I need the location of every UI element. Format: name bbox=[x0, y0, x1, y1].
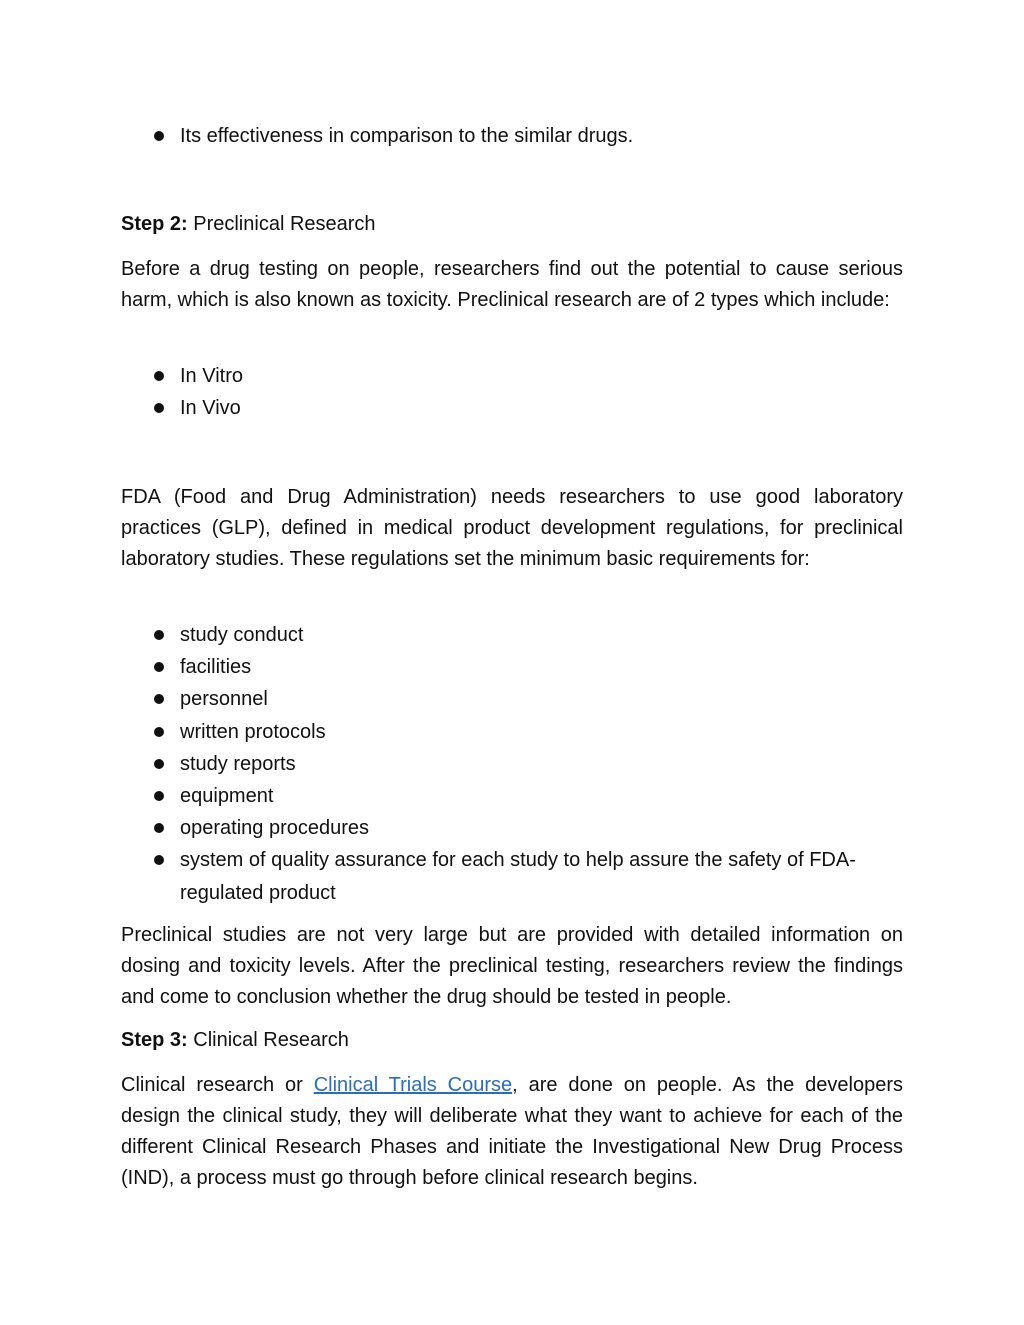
bullet-icon bbox=[154, 131, 164, 141]
list-item bbox=[121, 844, 903, 908]
bullet-icon bbox=[154, 823, 164, 833]
list-item bbox=[121, 683, 903, 715]
bullet-icon bbox=[154, 403, 164, 413]
list-item-text: In Vitro bbox=[180, 365, 243, 387]
closing-paragraph-container bbox=[121, 920, 903, 1013]
list-item bbox=[121, 651, 903, 683]
bullet-icon bbox=[154, 855, 164, 865]
list-item bbox=[121, 120, 903, 152]
list-item-text: equipment bbox=[180, 785, 274, 808]
fda-paragraph-container bbox=[121, 482, 903, 575]
types-list-container bbox=[121, 360, 903, 424]
list-item-text: written protocols bbox=[180, 720, 326, 743]
step3-title: Clinical Research bbox=[187, 1029, 349, 1051]
intro-bullet-list bbox=[121, 120, 903, 152]
list-item-text: study conduct bbox=[180, 624, 304, 646]
bullet-icon bbox=[154, 791, 164, 801]
step3-text-after-link: , are done on people. As the developers design the clinical study, they will deliberate what they want to achieve for each of the different Clinical Research Phases and initiate the Investigational New Drug Process (IND), a process must go through before clinical research begins. bbox=[121, 1074, 903, 1189]
list-item bbox=[121, 360, 903, 392]
list-item-text: Its effectiveness in comparison to the similar drugs. bbox=[180, 125, 634, 147]
document-page bbox=[121, 0, 903, 1325]
step3-paragraph bbox=[121, 1070, 903, 1194]
fda-paragraph: FDA (Food and Drug Administration) needs researchers to use good laboratory practices (GLP), defined in medical product development regulations, for preclinical laboratory studies. These regulations set the minimum basic requirements for: bbox=[121, 486, 903, 570]
list-item bbox=[121, 748, 903, 780]
step2-label: Step 2: bbox=[121, 213, 188, 235]
step3-label: Step 3: bbox=[121, 1029, 188, 1051]
closing-paragraph: Preclinical studies are not very large but are provided with detailed information on dosing and toxicity levels. After the preclinical testing, researchers review the findings and come to conclusion whether the drug should be tested in people. bbox=[121, 924, 903, 1008]
requirements-list bbox=[121, 619, 903, 909]
step3-heading bbox=[121, 1025, 903, 1056]
list-item bbox=[121, 812, 903, 844]
list-item-text: In Vivo bbox=[180, 397, 241, 420]
step3-text-before-link: Clinical research or bbox=[121, 1074, 314, 1096]
requirements-list-container bbox=[121, 619, 903, 909]
bullet-icon bbox=[154, 759, 164, 769]
intro-bullet-list-container bbox=[121, 120, 903, 152]
step2-title: Preclinical Research bbox=[187, 213, 376, 235]
clinical-trials-course-link[interactable]: Clinical Trials Course bbox=[313, 1074, 513, 1096]
types-list bbox=[121, 360, 903, 424]
list-item bbox=[121, 716, 903, 748]
list-item-text: system of quality assurance for each study to help assure the safety of FDA-regulated product bbox=[180, 849, 856, 904]
list-item bbox=[121, 619, 903, 651]
step2-paragraph-container bbox=[121, 254, 903, 316]
step2-paragraph: Before a drug testing on people, researchers find out the potential to cause serious harm, which is also known as toxicity. Preclinical research are of 2 types which include: bbox=[121, 258, 903, 311]
list-item bbox=[121, 780, 903, 812]
list-item-text: operating procedures bbox=[180, 817, 370, 840]
bullet-icon bbox=[154, 694, 164, 704]
bullet-icon bbox=[154, 662, 164, 672]
list-item bbox=[121, 392, 903, 424]
bullet-icon bbox=[154, 727, 164, 737]
step3-paragraph-container bbox=[121, 1070, 903, 1194]
step2-heading bbox=[121, 209, 903, 240]
bullet-icon bbox=[154, 630, 164, 640]
bullet-icon bbox=[154, 371, 164, 381]
list-item-text: personnel bbox=[180, 688, 268, 711]
list-item-text: study reports bbox=[180, 752, 296, 775]
list-item-text: facilities bbox=[180, 656, 252, 679]
